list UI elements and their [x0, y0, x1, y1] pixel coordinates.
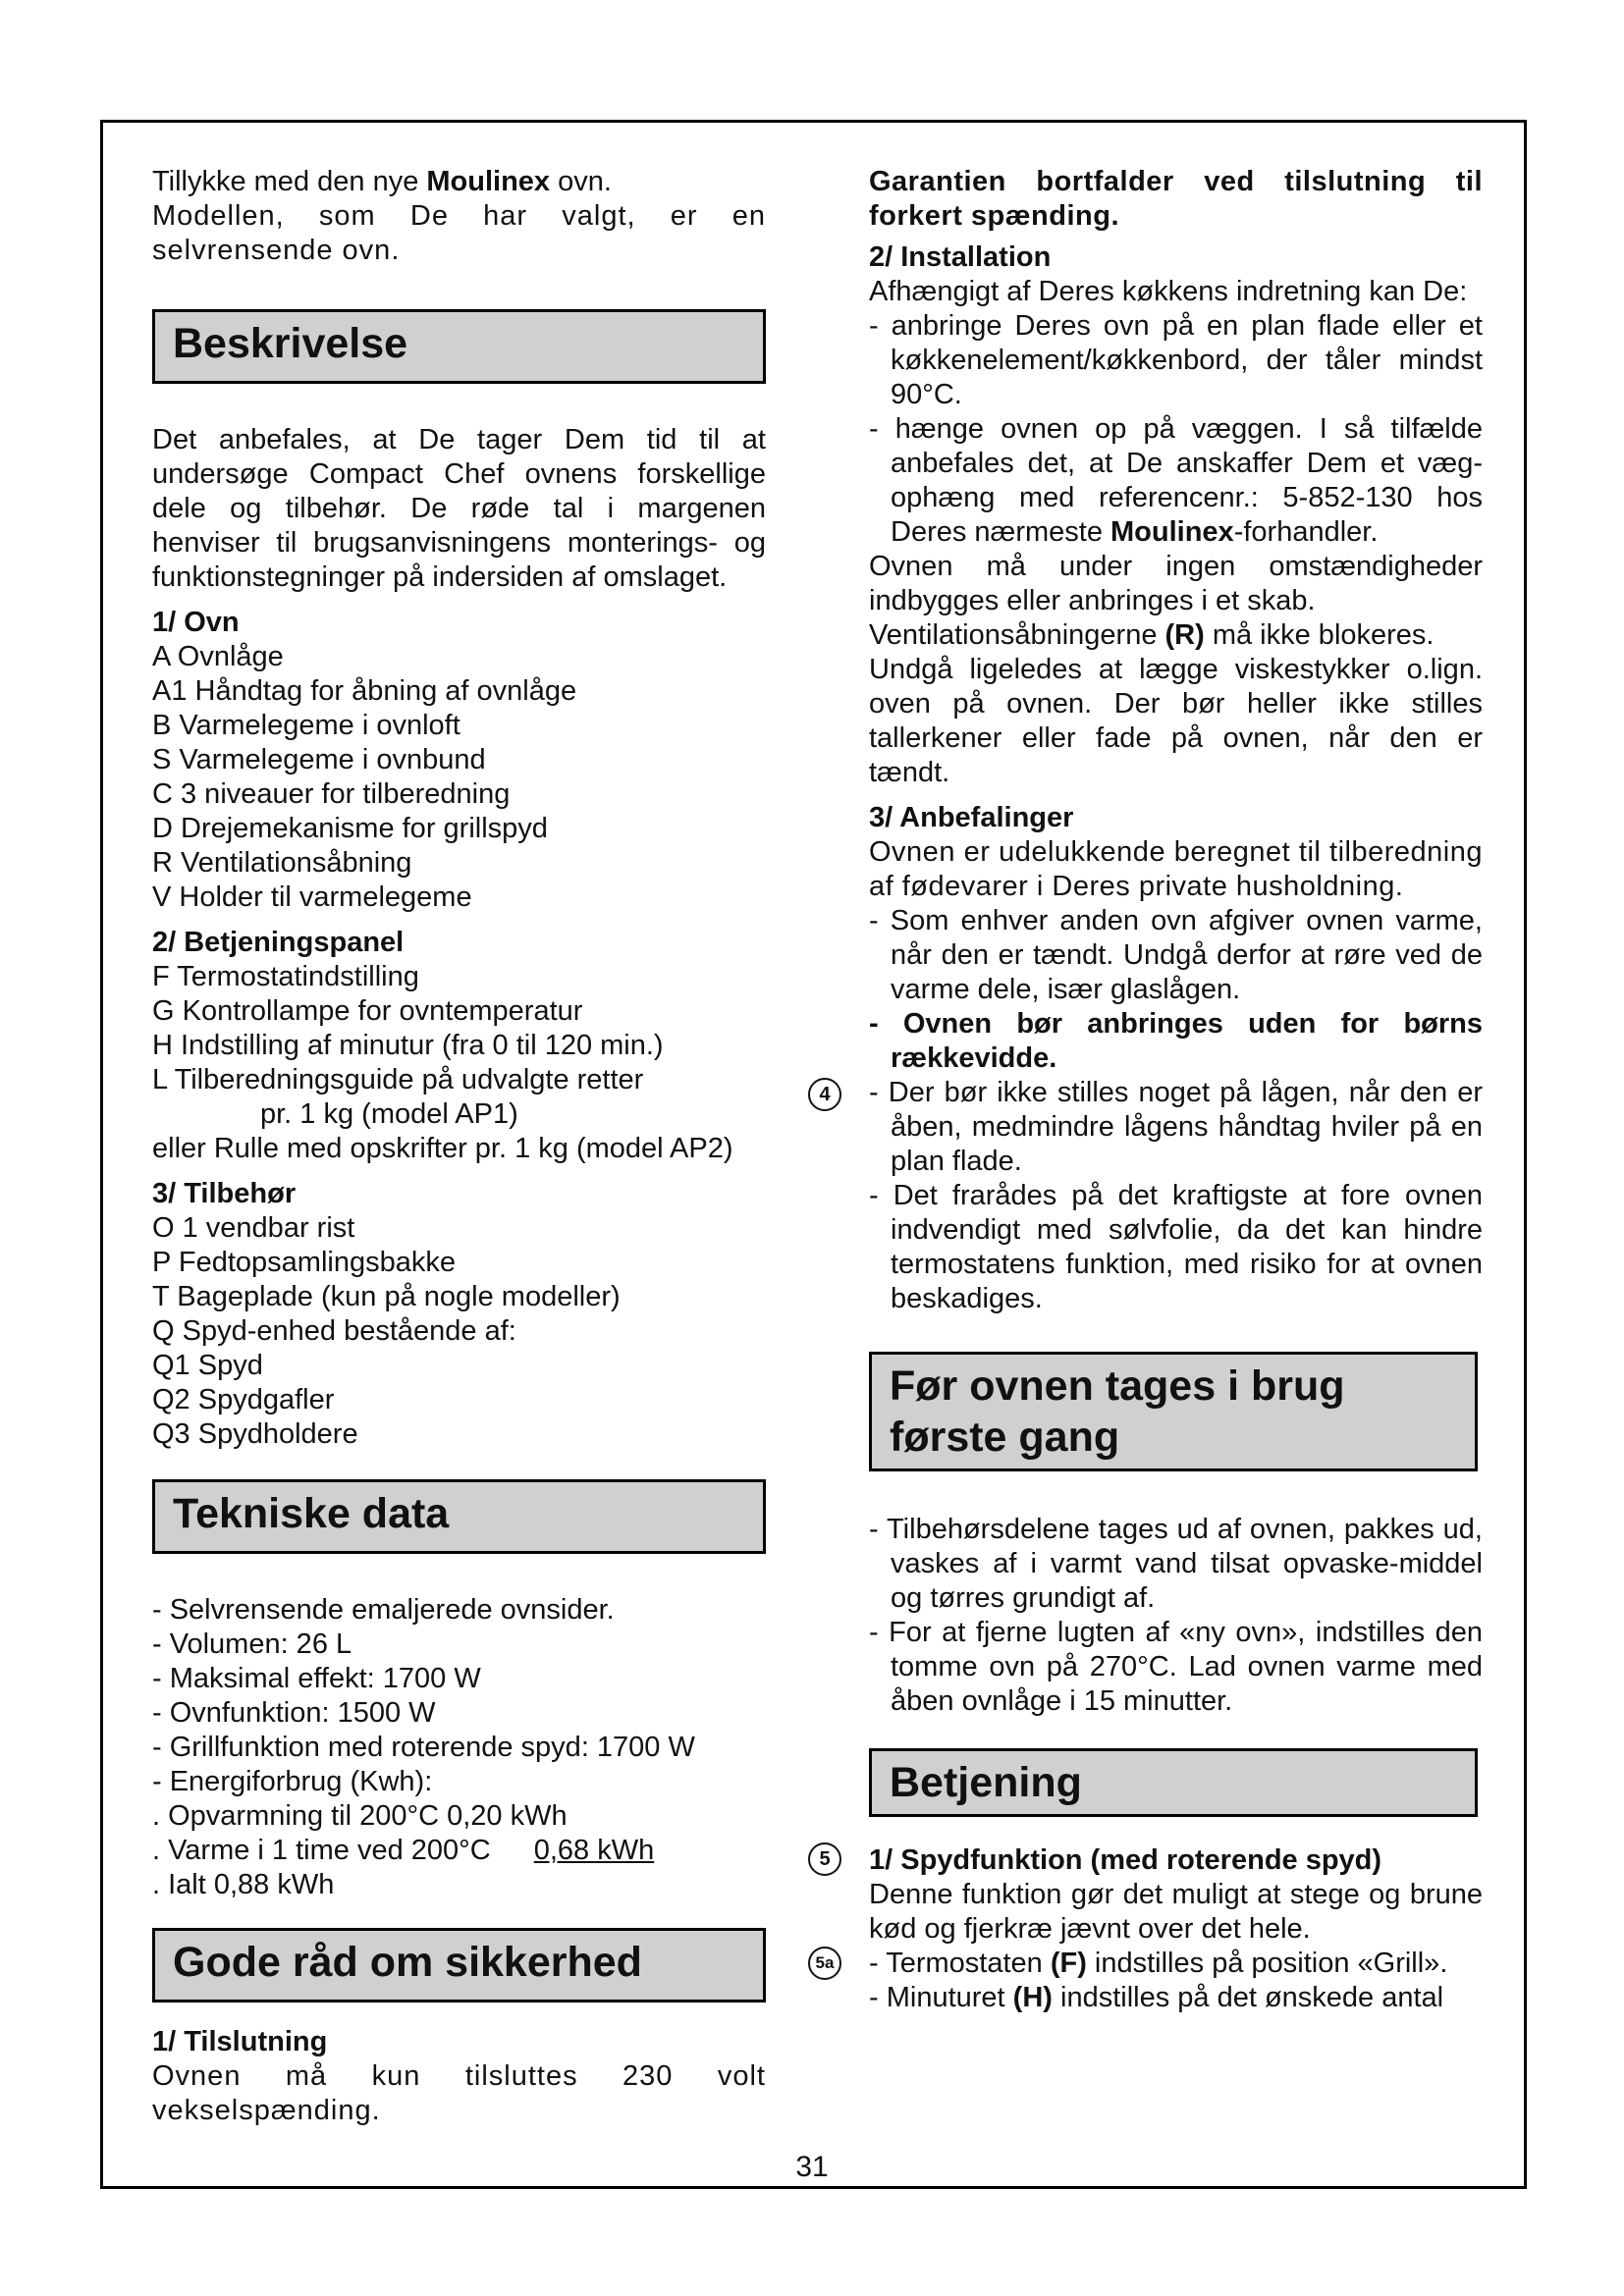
tilbehor-subtitle: 3/ Tilbehør [152, 1178, 297, 1209]
list-item: V Holder til varmelegeme [152, 881, 472, 913]
right-column [815, 165, 1483, 2015]
spyd-subtitle: 1/ Spydfunktion (med roterende spyd) [869, 1844, 1382, 1876]
installation-paragraph-2: Undgå ligeledes at lægge viskestykker o.lign. oven på ovnen. Der bør heller ikke stilles tallerkener eller fade på ovnen, når den er tændt. [869, 654, 1483, 788]
list-item: P Fedtopsamlingsbakke [152, 1247, 456, 1278]
ovn-list [152, 640, 766, 915]
varme-value: 0,68 kWh [533, 1835, 655, 1866]
for-brug-item-2: - For at fjerne lugten af «ny ovn», indstilles den tomme ovn på 270°C. Lad ovnen varme med åben ovnlåge i 15 minutter. [869, 1617, 1483, 1717]
list-item: S Varmelegeme i ovnbund [152, 744, 486, 775]
anbefalinger-subtitle: 3/ Anbefalinger [869, 802, 1074, 833]
garanti-warning: Garantien bortfalder ved tilslutning til forkert spænding. [869, 166, 1483, 232]
spyd-section [819, 1842, 1483, 1878]
anbefalinger-item-2: - Ovnen bør anbringes uden for børns rækkevidde. [869, 1008, 1483, 1074]
intro-line-2: Modellen, som De har valgt, er en selvrensende ovn. [152, 200, 766, 266]
tilbehor-list [152, 1211, 766, 1452]
installation-intro: Afhængigt af Deres køkkens indretning kan De: [869, 276, 1468, 307]
list-item: Q2 Spydgafler [152, 1384, 335, 1415]
brand-name: Moulinex [1110, 516, 1234, 548]
section-heading-tekniske-data: Tekniske data [152, 1479, 766, 1554]
list-item: H Indstilling af minutur (fra 0 til 120 min.) [152, 1030, 664, 1061]
tilslutning-text: Ovnen må kun tilsluttes 230 volt vekselspænding. [152, 2060, 766, 2126]
anbefalinger-item-1: - Som enhver anden ovn afgiver ovnen varme, når den er tændt. Undgå derfor at røre ved de varme dele, især glaslågen. [869, 905, 1483, 1005]
installation-subtitle: 2/ Installation [869, 241, 1052, 273]
list-item: - Grillfunktion med roterende spyd: 1700 W [152, 1732, 695, 1763]
list-item: C 3 niveauer for tilberedning [152, 778, 511, 810]
section-heading-for-brug: Før ovnen tages i brug første gang [869, 1352, 1478, 1471]
figure-reference-marker: 5a [808, 1947, 841, 1980]
spyd-text: Denne funktion gør det muligt at stege og brune kød og fjerkræ jævnt over det hele. [869, 1879, 1483, 1945]
list-item: pr. 1 kg (model AP1) [260, 1098, 518, 1130]
list-item: A Ovnlåge [152, 641, 284, 672]
page-number: 31 [795, 2151, 829, 2183]
spyd-item-1-wrap [815, 1947, 1483, 1981]
list-item: T Bageplade (kun på nogle modeller) [152, 1281, 621, 1312]
list-item: - Maksimal effekt: 1700 W [152, 1663, 481, 1694]
panel-subtitle: 2/ Betjeningspanel [152, 927, 405, 958]
anbefalinger-item-3-wrap [819, 1076, 1483, 1179]
anbefalinger-intro: Ovnen er udelukkende beregnet til tilberedning af fødevarer i Deres private husholdning. [869, 836, 1483, 902]
list-item: . Opvarmning til 200°C 0,20 kWh [152, 1800, 568, 1832]
ovn-subtitle: 1/ Ovn [152, 607, 240, 638]
list-item: Q3 Spydholdere [152, 1418, 358, 1450]
anbefalinger-item-4: - Det frarådes på det kraftigste at fore ovnen indvendigt med sølvfolie, da det kan hindre termostatens funktion, med risiko for at ovnen beskadiges. [869, 1180, 1483, 1314]
list-item: . Varme i 1 time ved 200°C 0,68 kWh [152, 1835, 655, 1866]
section-heading-beskrivelse: Beskrivelse [152, 309, 766, 384]
list-item: - Volumen: 26 L [152, 1629, 352, 1660]
installation-item-2: - hænge ovnen op på væggen. I så tilfælde anbefales det, at De anskaffer Dem et væg-ophæng med referencenr.: 5-852-130 hos Deres nærmeste Moulinex-forhandler. [869, 413, 1483, 548]
list-item: . Ialt 0,88 kWh [152, 1869, 335, 1900]
list-item: - Energiforbrug (Kwh): [152, 1766, 433, 1797]
list-item: F Termostatindstilling [152, 961, 419, 992]
anbefalinger-item-3: - Der bør ikke stilles noget på lågen, når den er åben, medmindre lågens håndtag hviler på en plan flade. [869, 1077, 1483, 1177]
spyd-item-2: - Minuturet (H) indstilles på det ønskede antal [869, 1982, 1444, 2013]
list-item: D Drejemekanisme for grillspyd [152, 813, 548, 844]
figure-reference-marker: 4 [808, 1078, 841, 1111]
list-item: - Selvrensende emaljerede ovnsider. [152, 1594, 615, 1626]
brand-name: Moulinex [426, 166, 551, 197]
list-item: R Ventilationsåbning [152, 847, 412, 879]
installation-paragraph-1: Ovnen må under ingen omstændigheder indbygges eller anbringes i et skab. [869, 551, 1483, 616]
tilslutning-subtitle: 1/ Tilslutning [152, 2026, 328, 2057]
for-brug-item-1: - Tilbehørsdelene tages ud af ovnen, pakkes ud, vaskes af i varmt vand tilsat opvaske-middel og tørres grundigt af. [869, 1514, 1483, 1614]
list-item: G Kontrollampe for ovntemperatur [152, 995, 583, 1027]
spyd-item-1: - Termostaten (F) indstilles på position «Grill». [869, 1948, 1448, 1979]
tekniske-list [152, 1593, 766, 1902]
list-item: A1 Håndtag for åbning af ovnlåge [152, 675, 577, 707]
list-item: - Ovnfunktion: 1500 W [152, 1697, 436, 1729]
figure-reference-marker: 5 [808, 1842, 841, 1876]
list-item: B Varmelegeme i ovnloft [152, 710, 460, 741]
left-column [152, 165, 766, 2128]
list-item: L Tilberedningsguide på udvalgte retter [152, 1064, 644, 1095]
installation-item-1: - anbringe Deres ovn på en plan flade eller et køkkenelement/køkkenbord, der tåler mindst 90°C. [869, 310, 1483, 410]
ventilation-note: Ventilationsåbningerne (R) må ikke blokeres. [869, 619, 1435, 651]
list-item: eller Rulle med opskrifter pr. 1 kg (model AP2) [152, 1133, 733, 1164]
section-heading-sikkerhed: Gode råd om sikkerhed [152, 1928, 766, 2002]
list-item: Q Spyd-enhed bestående af: [152, 1315, 516, 1347]
list-item: O 1 vendbar rist [152, 1212, 355, 1244]
section-heading-betjening: Betjening [869, 1748, 1478, 1817]
panel-list [152, 960, 766, 1166]
list-item: Q1 Spyd [152, 1350, 263, 1381]
intro-line-1: Tillykke med den nye Moulinex ovn. [152, 166, 612, 197]
beskrivelse-paragraph: Det anbefales, at De tager Dem tid til at undersøge Compact Chef ovnens forskellige dele og tilbehør. De røde tal i margenen henviser til brugsanvisningens monterings- og funktionstegninger på indersiden af omslaget. [152, 424, 766, 593]
